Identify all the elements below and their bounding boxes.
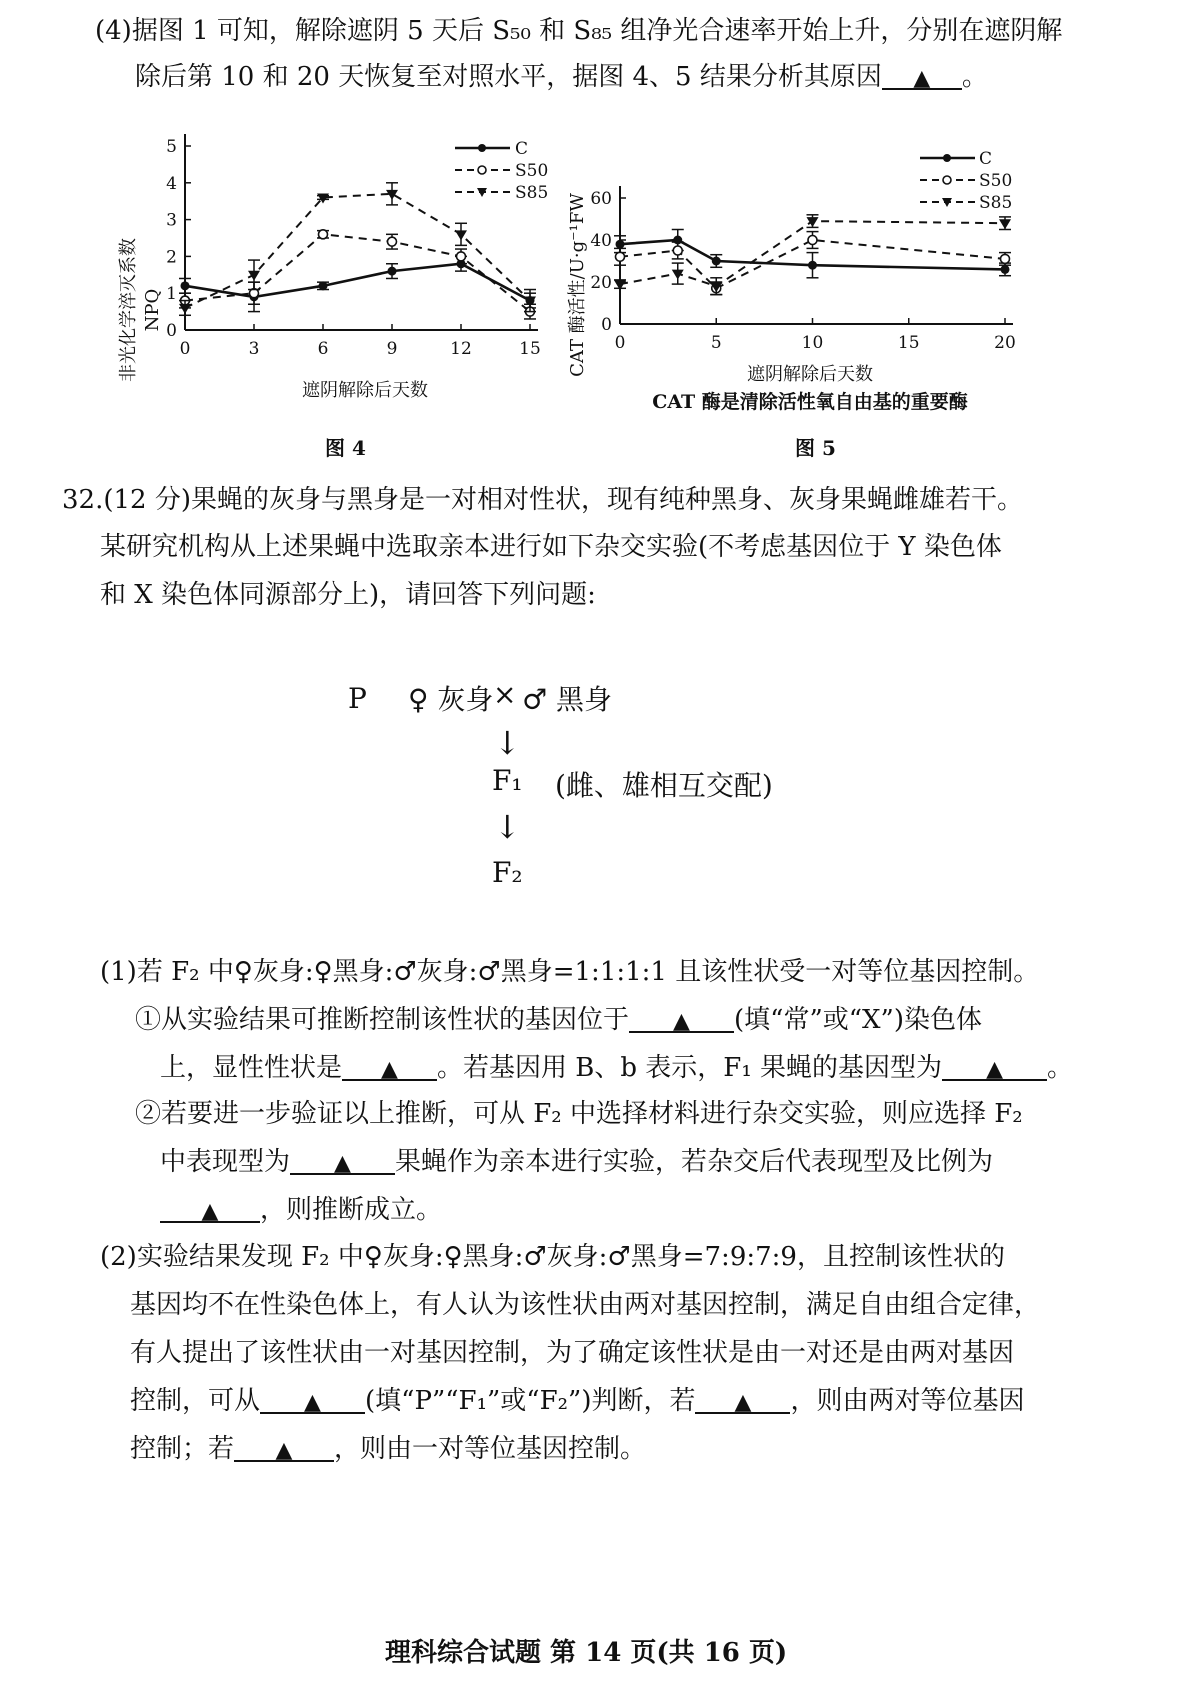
fig5-y-tick-label: 40: [590, 231, 612, 251]
q32-p1-a-text2: (填“常”或“X”)染色体: [734, 1005, 982, 1035]
blank-triangle-icon: ▲: [334, 1151, 351, 1176]
fig4-legend: [455, 139, 548, 203]
fig4-y-tick-label: 2: [166, 247, 177, 268]
fig5-ylabel: CAT 酶活性/U·g⁻¹FW: [567, 193, 588, 377]
q32-p2-line1: (2)实验结果发现 F₂ 中♀灰身:♀黑身:♂灰身:♂黑身=7:9:7:9，且控制该性状的: [100, 1242, 1005, 1272]
page-footer: 理科综合试题 第 14 页(共 16 页): [385, 1638, 788, 1668]
q32-p1-b-text: 上，显性性状是: [160, 1053, 343, 1083]
answer-blank[interactable]: [260, 1384, 365, 1414]
fig4-point-S50: [319, 230, 328, 239]
cross-p-label: P: [348, 682, 367, 715]
fig4-xlabel: 遮阴解除后天数: [302, 380, 428, 401]
fig5-point-C: [616, 240, 625, 249]
fig4-point-C: [388, 267, 397, 276]
cross-female-parent: ♀ 灰身: [408, 683, 494, 716]
fig4-legend-c: C: [515, 139, 529, 159]
q32-p2-line2: 基因均不在性染色体上，有人认为该性状由两对基因控制，满足自由组合定律，: [130, 1290, 1041, 1320]
fig5-legend-s85: S85: [979, 193, 1013, 213]
q32-p1-line4: ②若要进一步验证以上推断，可从 F₂ 中选择材料进行杂交实验，则应选择 F₂: [135, 1099, 1023, 1129]
down-arrow-icon: ↓: [494, 724, 521, 762]
q32-p1-line3: [160, 1051, 1073, 1085]
fig4-y-tick-label: 5: [166, 137, 177, 157]
fig5-point-C: [1001, 265, 1010, 274]
blank-triangle-icon: ▲: [986, 1057, 1003, 1082]
fig5-x-tick-label: 20: [994, 333, 1016, 353]
q32-p2-l5-text: 控制；若: [130, 1434, 235, 1464]
fig5-x-tick-label: 10: [801, 333, 824, 353]
answer-blank[interactable]: [629, 1003, 734, 1033]
answer-blank[interactable]: [695, 1384, 790, 1414]
q32-p2-l4-text2: (填“P”“F₁”或“F₂”)判断，若: [365, 1386, 696, 1416]
fig4-point-C: [319, 281, 328, 290]
blank-triangle-icon: ▲: [201, 1199, 219, 1224]
fig5-note: CAT 酶是清除活性氧自由基的重要酶: [652, 391, 968, 413]
q32-intro-line1: 32.(12 分)果蝇的灰身与黑身是一对相对性状，现有纯种黑身、灰身果蝇雌雄若干。: [62, 485, 1023, 515]
answer-blank[interactable]: [160, 1193, 260, 1223]
fig5-y-tick-label: 0: [601, 315, 612, 335]
blank-triangle-icon: ▲: [913, 66, 931, 91]
fig4-legend-s85: S85: [515, 183, 549, 203]
q32-p1-b-text2: 。若基因用 B、b 表示，F₁ 果蝇的基因型为: [437, 1053, 943, 1083]
q32-intro-line2: 某研究机构从上述果蝇中选取亲本进行如下杂交实验(不考虑基因位于 Y 染色体: [100, 532, 1002, 562]
fig5-x-tick-label: 15: [897, 333, 920, 353]
fig4-point-S85: [455, 230, 467, 240]
fig4-ylabel-npq: NPQ: [142, 288, 163, 332]
q32-intro-line3: 和 X 染色体同源部分上)，请回答下列问题:: [100, 580, 596, 610]
fig4-y-tick-label: 0: [166, 321, 177, 341]
q32-p1-line2: [135, 1003, 982, 1037]
cross-times: ×: [493, 678, 517, 711]
fig4-x-tick-label: 12: [450, 339, 472, 359]
fig4-y-tick-label: 1: [166, 284, 177, 305]
fig4-point-S85: [179, 304, 191, 314]
fig5-point-S50: [673, 246, 682, 255]
blank-triangle-icon: ▲: [304, 1390, 321, 1415]
fig4-point-S50: [457, 252, 466, 261]
blank-triangle-icon: ▲: [734, 1390, 752, 1415]
figure-4-npq-chart: [100, 130, 570, 420]
q32-p1-line1: (1)若 F₂ 中♀灰身:♀黑身:♂灰身:♂黑身=1:1:1:1 且该性状受一对等位基因控制。: [100, 957, 1040, 987]
fig5-point-C: [712, 257, 721, 266]
down-arrow-icon: ↓: [494, 808, 521, 846]
fig4-x-tick-label: 9: [386, 339, 398, 359]
fig4-x-tick-label: 15: [519, 339, 541, 359]
q32-p2-l5-text2: ，则由一对等位基因控制。: [334, 1434, 647, 1464]
q31-part4-line1: (4)据图 1 可知，解除遮阴 5 天后 S₅₀ 和 S₈₅ 组净光合速率开始上升，分别在遮阴解: [95, 16, 1063, 46]
answer-blank[interactable]: [882, 60, 962, 90]
q32-p2-line4: [130, 1384, 1025, 1418]
fig4-y-tick-label: 3: [166, 210, 177, 231]
fig4-x-tick-label: 3: [248, 339, 260, 359]
fig5-point-S50: [616, 252, 625, 261]
fig5-point-C: [808, 261, 817, 270]
fig5-x-tick-label: 5: [710, 333, 722, 353]
figure-4-caption: 图 4: [325, 436, 366, 460]
answer-blank[interactable]: [234, 1432, 334, 1462]
fig4-point-S50: [388, 237, 397, 246]
q32-p1-line6: [160, 1193, 442, 1227]
q31-part4-line2: [135, 60, 988, 94]
figure-5-caption: 图 5: [795, 436, 836, 460]
q32-p1-d-text: 中表现型为: [160, 1147, 291, 1177]
q31-part4-line2-end: 。: [961, 62, 988, 92]
blank-triangle-icon: ▲: [673, 1009, 690, 1034]
answer-blank[interactable]: [342, 1051, 437, 1081]
q32-p1-a-text: ①从实验结果可推断控制该性状的基因位于: [135, 1005, 630, 1035]
answer-blank[interactable]: [290, 1145, 395, 1175]
q32-p2-line5: [130, 1432, 646, 1466]
q32-p1-b-text3: 。: [1047, 1053, 1074, 1083]
q31-part4-line2-text: 除后第 10 和 20 天恢复至对照水平，据图 4、5 结果分析其原因: [135, 62, 882, 92]
blank-triangle-icon: ▲: [381, 1057, 398, 1082]
fig5-legend: [920, 149, 1012, 213]
fig4-series-line-S85: [185, 194, 530, 308]
q32-p1-line5: [160, 1145, 993, 1179]
fig5-point-S50: [1001, 254, 1010, 263]
fig4-x-tick-label: 6: [317, 339, 329, 359]
fig5-y-tick-label: 20: [590, 273, 612, 293]
fig5-x-tick-label: 0: [614, 333, 626, 353]
q32-p1-e-text: ，则推断成立。: [260, 1195, 443, 1225]
q32-p2-l4-text3: ，则由两对等位基因: [790, 1386, 1025, 1416]
cross-f1-note: (雌、雄相互交配): [555, 769, 773, 802]
answer-blank[interactable]: [942, 1051, 1047, 1081]
cross-male-parent: ♂ 黑身: [522, 683, 613, 716]
fig4-legend-s50: S50: [515, 161, 549, 181]
fig5-xlabel: 遮阴解除后天数: [747, 364, 873, 385]
fig4-point-C: [181, 281, 190, 290]
fig5-y-tick-label: 60: [590, 189, 612, 209]
fig5-legend-c: C: [979, 149, 993, 169]
q32-p1-d-text2: 果蝇作为亲本进行实验，若杂交后代表现型及比例为: [395, 1147, 994, 1177]
fig5-legend-s50: S50: [979, 171, 1013, 191]
q32-p2-l4-text: 控制，可从: [130, 1386, 261, 1416]
fig4-x-tick-label: 0: [179, 339, 191, 359]
fig5-point-S85: [999, 219, 1011, 229]
figure-5-cat-chart: [565, 130, 1035, 420]
cross-f2: F₂: [492, 856, 523, 889]
fig4-y-tick-label: 4: [166, 173, 177, 194]
cross-f1: F₁: [492, 764, 523, 797]
fig5-point-S50: [808, 236, 817, 245]
q32-p2-line3: 有人提出了该性状由一对基因控制，为了确定该性状是由一对还是由两对基因: [130, 1338, 1015, 1368]
fig4-ylabel: 非光化学淬灭系数: [118, 238, 139, 382]
blank-triangle-icon: ▲: [275, 1438, 293, 1463]
fig5-point-S85: [807, 217, 819, 227]
